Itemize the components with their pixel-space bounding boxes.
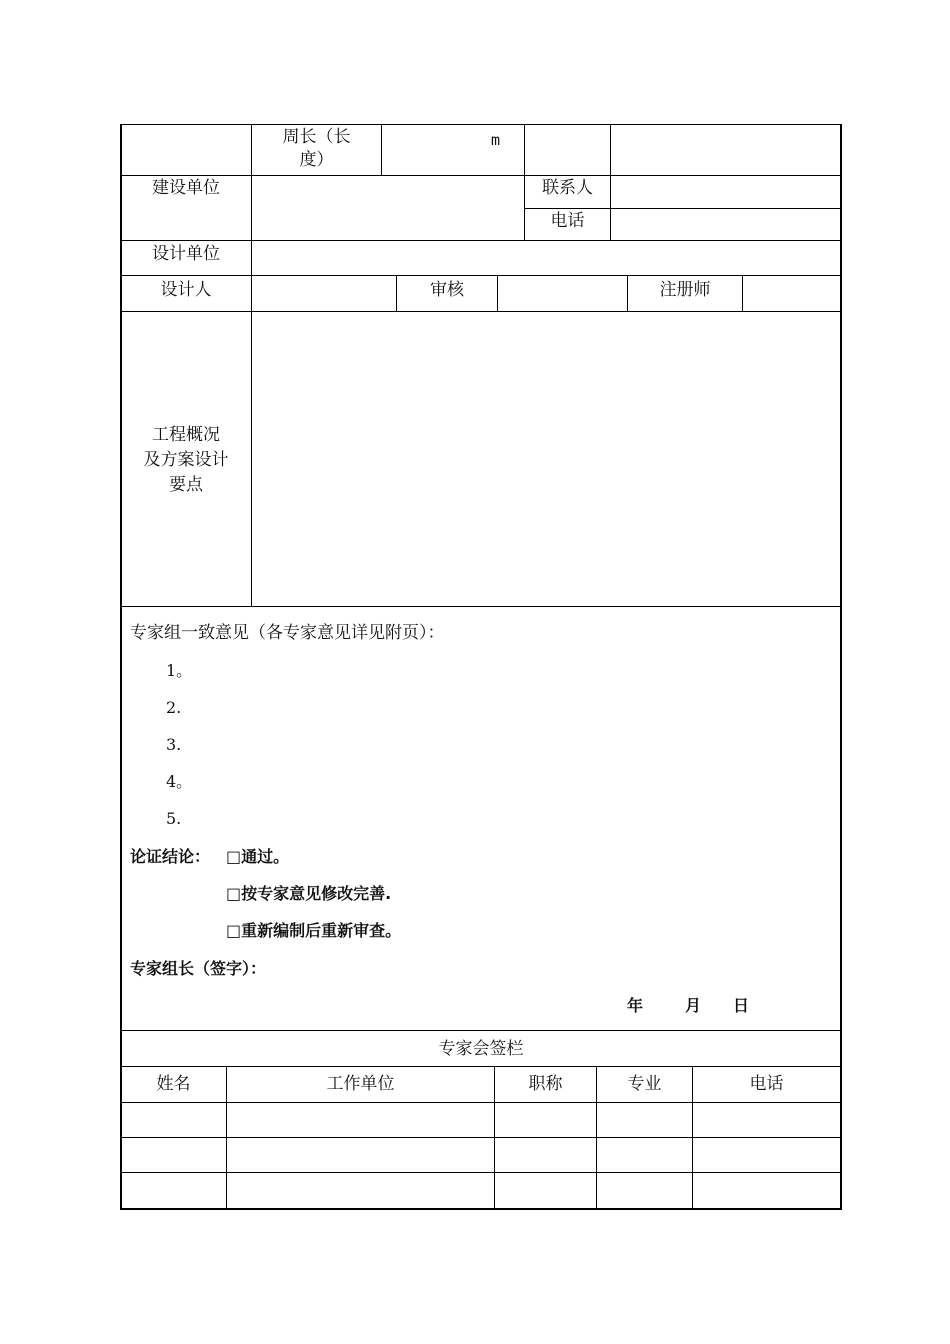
rule [121,1030,841,1031]
option-resubmit-checkbox[interactable]: □重新编制后重新审查。 [226,921,402,940]
rule [497,275,498,311]
designer-label: 设计人 [160,280,212,300]
rule [121,240,841,241]
construction-unit-label: 建设单位 [152,178,220,198]
date-month: 月 [685,996,702,1015]
phone-label: 电话 [550,211,585,231]
date-day: 日 [733,996,750,1015]
contact-label: 联系人 [542,178,593,198]
overview-label-line2: 及方案设计 [143,450,229,470]
perimeter-label-line1: 周长（长 [282,127,351,147]
rule [121,606,841,607]
perimeter-label-line2: 度） [299,150,334,170]
rule [121,311,841,312]
registered-engineer-label: 注册师 [659,280,711,300]
overview-label-line1: 工程概况 [152,425,220,445]
rule [121,1066,841,1067]
opinion-item: 5. [166,809,182,828]
column-header-phone: 电话 [749,1074,784,1094]
design-unit-label: 设计单位 [152,244,220,264]
overview-label-line3: 要点 [169,475,203,495]
rule [251,124,252,606]
rule [610,124,611,240]
opinion-item: 2. [166,698,182,717]
border-bottom [120,1208,842,1210]
reviewer-label: 审核 [430,280,464,300]
column-header-specialty: 专业 [627,1074,662,1094]
column-header-name: 姓名 [156,1074,191,1094]
signoff-title: 专家会签栏 [438,1039,524,1059]
table-row [121,1103,840,1137]
perimeter-unit: m [491,131,501,149]
rule [742,275,743,311]
leader-signature-label: 专家组长（签字）： [130,959,267,978]
column-header-workplace: 工作单位 [326,1074,395,1094]
conclusion-label: 论证结论： [130,847,211,866]
table-row [121,1173,840,1207]
rule [121,275,841,276]
rule [381,124,382,175]
opinion-item: 3. [166,735,182,754]
option-revise-checkbox[interactable]: □按专家意见修改完善. [226,884,392,903]
option-pass-checkbox[interactable]: □通过。 [226,847,290,866]
overview-label [121,423,251,498]
opinion-item: 4。 [166,772,193,791]
table-row [121,1138,840,1172]
column-header-title: 职称 [528,1074,563,1094]
perimeter-label [252,126,381,172]
border-top [120,124,842,125]
opinion-item: 1。 [166,661,193,680]
date-year: 年 [627,996,644,1015]
opinions-heading: 专家组一致意见（各专家意见详见附页）： [130,623,445,643]
